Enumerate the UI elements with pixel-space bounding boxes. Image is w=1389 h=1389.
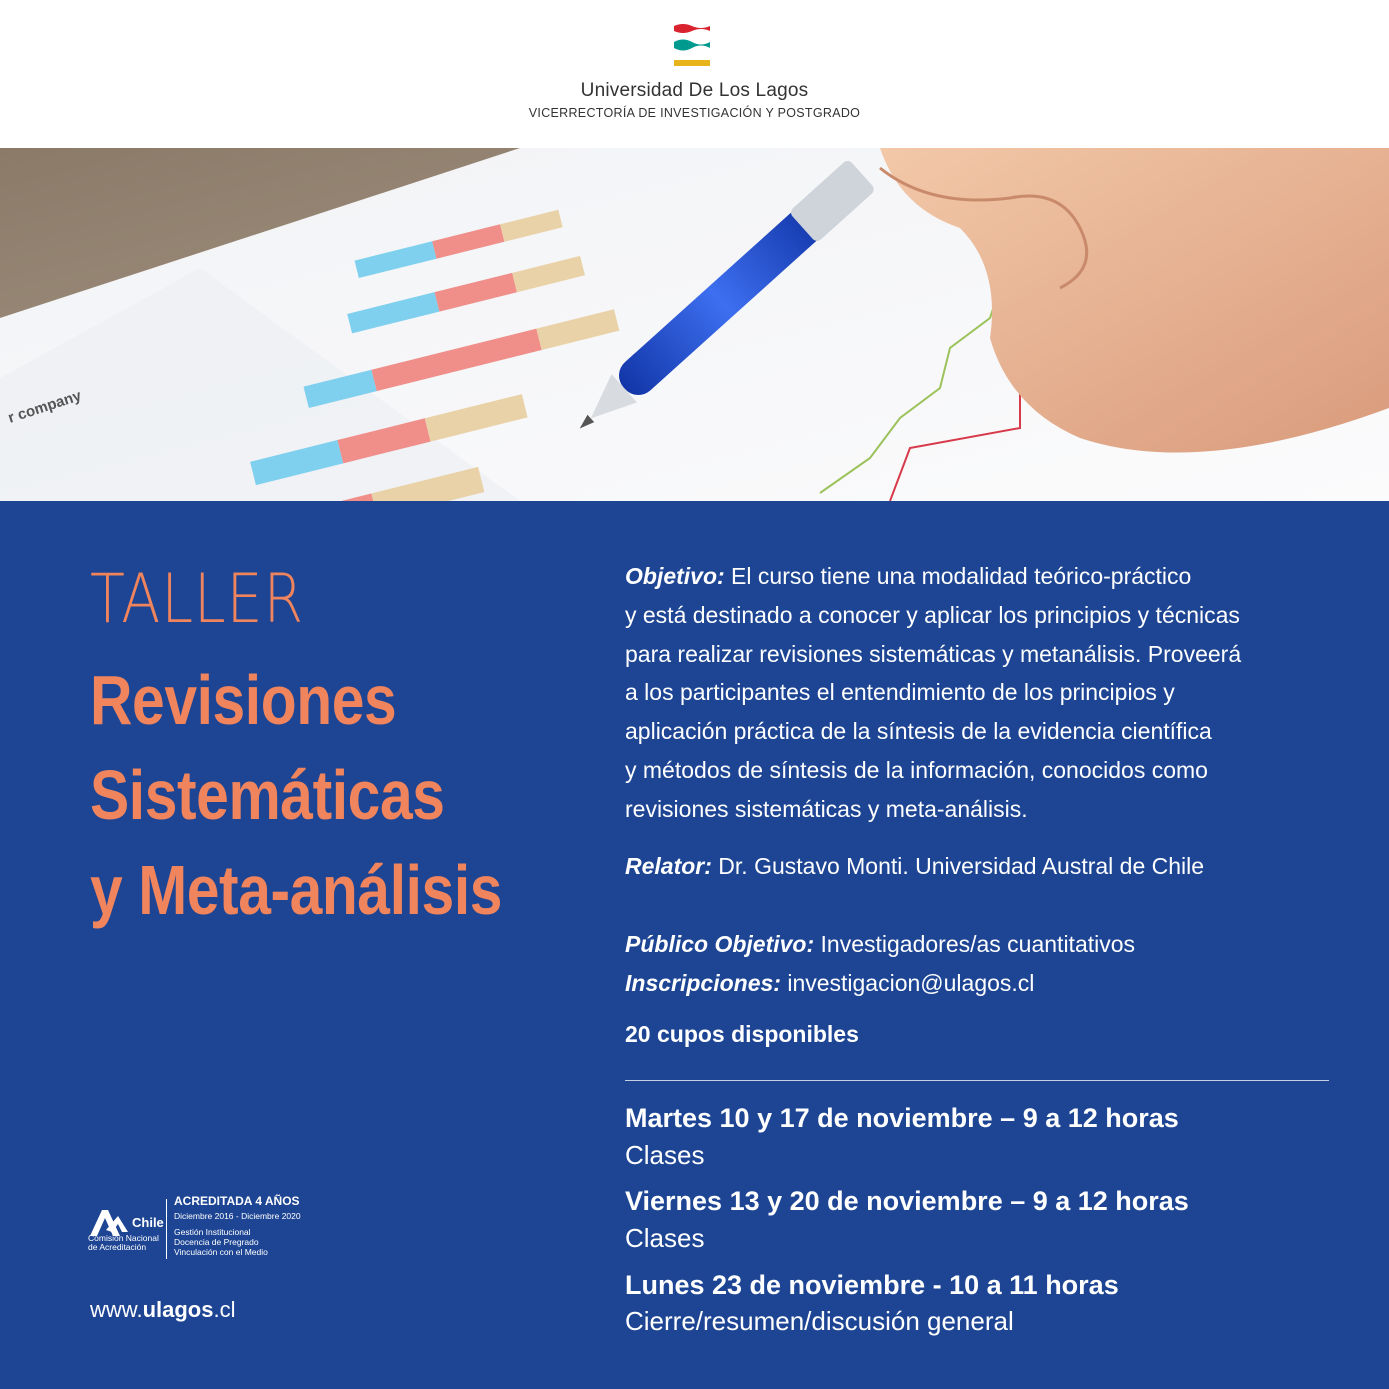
university-logo-icon bbox=[672, 22, 712, 70]
inscripciones-line bbox=[625, 964, 1345, 1003]
inscripciones-email[interactable]: investigacion@ulagos.cl bbox=[780, 970, 1035, 996]
publico-value: Investigadores/as cuantitativos bbox=[814, 931, 1136, 957]
cna-brand: Chile bbox=[132, 1215, 164, 1230]
cna-org-line-2: de Acreditación bbox=[88, 1242, 147, 1252]
relator-line bbox=[625, 847, 1345, 886]
relator-value: Dr. Gustavo Monti. Universidad Austral de Chile bbox=[711, 853, 1205, 879]
website-suffix: .cl bbox=[213, 1297, 236, 1322]
objetivo-line: y está destinado a conocer y aplicar los principios y técnicas bbox=[625, 601, 1240, 628]
divider bbox=[625, 1080, 1329, 1081]
session-1-title: Martes 10 y 17 de noviembre – 9 a 12 horas bbox=[625, 1103, 1179, 1133]
website-prefix: www. bbox=[90, 1297, 143, 1322]
objetivo-line: aplicación práctica de la síntesis de la evidencia científica bbox=[625, 718, 1212, 745]
relator-label: Relator: bbox=[625, 853, 712, 879]
inscripciones-label: Inscripciones: bbox=[625, 970, 781, 996]
objetivo-line: El curso tiene una modalidad teórico-práctico bbox=[724, 563, 1192, 589]
publico-label: Público Objetivo: bbox=[625, 931, 815, 957]
accreditation-badge bbox=[88, 1195, 338, 1265]
objetivo-line: revisiones sistemáticas y meta-análisis. bbox=[625, 795, 1028, 822]
header-photo bbox=[0, 148, 1389, 501]
objetivo-line: para realizar revisiones sistemáticas y metanálisis. Proveerá bbox=[625, 640, 1242, 667]
taller-kicker: TALLER bbox=[90, 560, 305, 639]
accreditation-area: Gestión Institucional bbox=[174, 1227, 251, 1237]
objetivo-label: Objetivo: bbox=[625, 563, 725, 589]
session-1-subtitle: Clases bbox=[625, 1140, 705, 1170]
website-link[interactable] bbox=[90, 1297, 235, 1323]
publico-line bbox=[625, 925, 1345, 964]
department-name: VICERRECTORÍA DE INVESTIGACIÓN Y POSTGRADO bbox=[528, 106, 861, 120]
accreditation-period: Diciembre 2016 - Diciembre 2020 bbox=[174, 1211, 301, 1221]
title-line-3: y Meta-análisis bbox=[90, 851, 503, 929]
cna-divider bbox=[166, 1199, 167, 1259]
photo-text: r company bbox=[5, 387, 84, 427]
cna-org-line-1: Comisión Nacional bbox=[88, 1233, 159, 1243]
website-domain: ulagos bbox=[142, 1297, 214, 1322]
session-2-subtitle: Clases bbox=[625, 1223, 705, 1253]
session-2-title: Viernes 13 y 20 de noviembre – 9 a 12 horas bbox=[625, 1186, 1189, 1216]
title-line-2: Sistemáticas bbox=[90, 756, 445, 834]
title-line-1: Revisiones bbox=[90, 661, 397, 739]
objetivo-line: y métodos de síntesis de la información, conocidos como bbox=[625, 756, 1208, 783]
objetivo-line: a los participantes el entendimiento de los principios y bbox=[625, 679, 1175, 706]
cupos-disponibles: 20 cupos disponibles bbox=[625, 1021, 859, 1047]
accreditation-title: ACREDITADA 4 AÑOS bbox=[174, 1194, 300, 1208]
pen-on-chart-photo-icon bbox=[0, 148, 1389, 501]
accreditation-area: Docencia de Pregrado bbox=[174, 1237, 259, 1247]
session-3-subtitle: Cierre/resumen/discusión general bbox=[625, 1306, 1014, 1336]
university-name: Universidad De Los Lagos bbox=[580, 80, 809, 101]
accreditation-area: Vinculación con el Medio bbox=[174, 1247, 268, 1257]
header bbox=[0, 0, 1389, 148]
objetivo-paragraph bbox=[625, 557, 1345, 829]
session-3-title: Lunes 23 de noviembre - 10 a 11 horas bbox=[625, 1270, 1119, 1300]
